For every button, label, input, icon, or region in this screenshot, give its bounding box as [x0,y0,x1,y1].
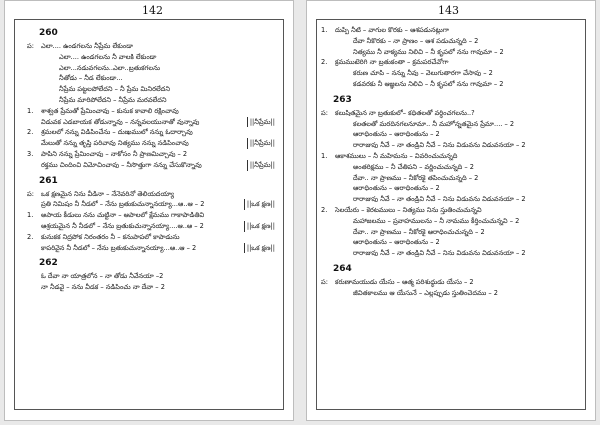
lyric-text: నిత్యము నీ వాక్యము నిలిచి – నీ కృపలో నను గావుమా – 2 [353,47,504,56]
hymn-block [321,25,583,90]
lyric-line [27,73,281,84]
lyric-text: పాపిని నన్ను ప్రేమించావు – నాకోసం నీ ప్రాణమిచ్చావు – 2 [41,149,188,158]
lyric-text: మేలుతో నన్ను తృప్తి పరిచావు నిత్యము నన్ను నడిపించావు [41,139,189,148]
refrain-tag: ||నీప్రేమ|| [247,138,275,149]
lyric-text: దుప్పి నీటి – వాగుల కొరకు – ఆశపడునట్లుగా [335,26,449,34]
refrain-tag: ||ఒక క్షణ|| [244,199,275,210]
verse-label: ప: [27,189,34,198]
lyric-line [27,271,281,282]
lyric-line [321,216,583,227]
lyric-text: నా నీడవై – నను వీడక – నడిపించు నా దేవా – 2 [41,283,165,292]
verse-label: 1. [321,26,328,34]
lyric-line [27,138,281,149]
lyric-text: ఆరాధింతును – ఆరాధింతును – 2 [353,238,440,247]
lyric-text: కునుకక నిద్రపోక నిరంతరం నీ – కనుపాపలో కాపాడును [41,232,180,241]
lyric-text: నీప్రేమ పట్టలపోలేదని – నీ ప్రేమ మినిరలేదని [59,85,170,94]
lyric-line [321,205,583,216]
lyric-text: దేవా.. నా ప్రాణము – నీకోరకై తపించుచున్నది – 2 [353,173,479,182]
lyric-text: అంతరిక్షము – నీ చేతిపని – వర్ణించుచున్నది – 2 [353,162,474,171]
lyric-line [27,127,281,138]
lyric-text: కాపరివైన నీ నీడలో – నేను బ్రతుకుచున్నానయ్యా...ఆ..ఆ – 2 [41,243,197,252]
lyric-line [321,162,583,173]
lyric-text: రక్తము చిందించి విమోచించావు – నీసొత్తుగా నన్ను చేసుకొన్నావు [41,160,202,169]
lyric-line [27,41,281,52]
lyric-text: ఆరాధింతును – ఆరాధింతును – 2 [353,130,440,139]
lyric-text: ఎలా.... ఉండగలను నీ వాలకి లేకుండా [59,52,157,61]
lyric-line [321,47,583,58]
lyric-text: అపాయ కీడులు నను చుట్టినా – ఆపాలలో క్షేమము గాకాపాడితివి [41,211,205,220]
lyric-text: ప్రతి నిమిషం నీ నీడలో – నేను బ్రతుకుచున్నానయ్యా...ఆ..ఆ – 2 [41,200,205,209]
lyric-text: సెలయేరు – కెరటములు – నిత్యము నిను స్తుతించుచున్నవి [335,205,482,214]
refrain-tag: ||ఒక క్షణ|| [244,243,275,254]
lyric-line [27,117,281,128]
verse-label: 2. [321,58,328,67]
lyric-text: కడవరకు నీ ఆజ్ఞలను నిలిచి – నీ కృపలో నను గావుమా – 2 [353,79,504,88]
lyric-line [321,288,583,299]
hymn-block [321,94,583,259]
lyric-line [321,151,583,162]
lyric-line [27,282,281,293]
lyric-line [321,194,583,205]
lyric-text: రారాజువు నీవే – నా తండ్రివి నీవే – నిను విడువను విడువనయా – 2 [353,141,526,150]
lyric-text: కలతలతో మరదినగలనూమా.. నీ మహోన్నతమైన ప్రేమా.... – 2 [353,119,515,128]
lyric-line [321,68,583,79]
lyric-line [321,119,583,130]
page-content [27,23,281,293]
verse-label: 3. [27,149,34,158]
lyric-line [27,63,281,74]
lyric-line [321,140,583,151]
lyric-line [321,183,583,194]
page-number: 143 [438,4,459,17]
lyric-text: ఆరాధింతును – ఆరాధింతును – 2 [353,184,440,193]
hymn-number: 264 [333,263,352,274]
verse-label: 1. [27,211,34,220]
lyric-text: జీవితకాలము ఆ యేసునే – ఎల్లప్పుడు స్తుతించెదము – 2 [353,288,498,297]
verse-label: 2. [27,128,34,137]
lyric-text: మహాజలము – ప్రవాహములను – నీ నామము కీర్తించుచున్నవి – 2 [353,216,520,225]
lyric-text: రారాజువు నీవే – నా తండ్రివి నీవే – నిను విడువను విడువనయా – 2 [353,195,526,204]
verse-label: ప: [27,42,34,50]
lyric-text: రారాజువు నీవే – నా తండ్రివి నీవే – నిను విడువను విడువనయా – 2 [353,249,526,258]
lyric-line [321,237,583,248]
lyric-text: నీప్రేమ మారిపోలేదని – నీప్రేమ మరవలేదని [59,95,167,104]
refrain-tag: ||నీప్రేమ|| [247,117,275,128]
lyric-text: విడువక ఎడబాయక తోడున్నావు – నన్నవలయునాతో వున్నావు [41,117,200,126]
lyric-line [321,36,583,47]
hymn-block [321,263,583,299]
lyric-text: శాశ్వత ప్రేమతో ప్రేమించావు – కునుక కావాలి రక్షించావు [41,106,179,115]
lyric-line [321,57,583,68]
hymn-number: 263 [333,94,352,105]
lyric-line [27,95,281,106]
lyric-text: కరుణామయుడు యేసు – ఆత్మ పరిశుద్ధుడు యేసు – 2 [335,277,474,286]
verse-label: 1. [321,151,328,160]
verse-label: ప: [321,108,328,117]
lyric-text: నీతోడు – నీడ లేకుండా... [59,74,123,83]
lyric-line [321,227,583,238]
lyric-line [27,160,281,171]
lyric-line [321,277,583,288]
page-content [321,25,583,299]
lyric-line [27,106,281,117]
lyric-line [27,243,281,254]
lyric-line [321,108,583,119]
page-number: 142 [142,4,163,17]
lyric-line [321,248,583,259]
hymn-block [27,257,281,293]
refrain-tag: ||ఒక క్షణ|| [244,221,275,232]
lyric-text: కలుషితమైన నా బ్రతుకులో– కధితలతో వర్ధించగలను..? [335,108,475,117]
lyric-line [27,84,281,95]
lyric-line [27,199,281,210]
verse-label: 2. [321,205,328,214]
lyric-line [321,173,583,184]
lyric-text: ఎలా...నడువగలను..ఎలా..బ్రతుకగలను [59,63,160,72]
lyric-text: ఆకాశములు – నీ మహిమను – వివరించుచున్నది [335,151,458,160]
lyric-line [27,221,281,232]
lyric-text: దేవా.. నా ప్రాణము – నీకోరకై ఆరాధించుచున్నది – 2 [353,227,485,236]
lyric-text: శ్రమలలో నన్ను విడిపించేను – దుఃఖములో నన్ను ఓదార్చావు [41,128,193,137]
lyric-line [321,79,583,90]
lyric-line [321,129,583,140]
hymn-number: 260 [39,28,58,38]
lyric-text: ఓ దేవా నా యాత్రలోన – నా తోడు నీవేనయా –2 [41,272,164,281]
lyric-line [321,25,583,36]
lyric-line [27,210,281,221]
lyric-line [27,189,281,200]
hymn-block [27,175,281,254]
verse-label: 2. [27,232,34,241]
lyric-text: దేవా నీకొరకు – నా ప్రాణం – ఆశ పడుచున్నది – 2 [353,36,479,45]
verse-label: 1. [27,106,34,115]
right-page [306,0,596,421]
lyric-text: ఒక క్షణమైన నిను వీడినా – నేనెవరినో తెలియదయ్యా [41,189,175,198]
lyric-line [27,232,281,243]
hymn-number: 261 [39,175,58,186]
verse-label: ప: [321,277,328,286]
hymn-block [27,27,281,171]
lyric-text: ఎలా.... ఉండగలను నీప్రేమ లేకుండా [41,42,133,50]
lyric-text: కరుణ చూపి – నన్ను నీవు – వెలుగుతారగా చేసావు – 2 [353,69,493,78]
left-page [4,0,294,421]
lyric-text: క్రమముటెరిగి నా బ్రతుకంతా – క్రమపరచేవోగా [335,58,449,67]
hymn-number: 262 [39,258,58,269]
lyric-line [27,149,281,160]
lyric-text: ఆశ్రయమైన నీ నీడలో – నేను బ్రతుకుచున్నానయ్యా....ఆ..ఆ – 2 [41,221,204,230]
refrain-tag: ||నీప్రేమ|| [247,160,275,171]
lyric-line [27,52,281,63]
